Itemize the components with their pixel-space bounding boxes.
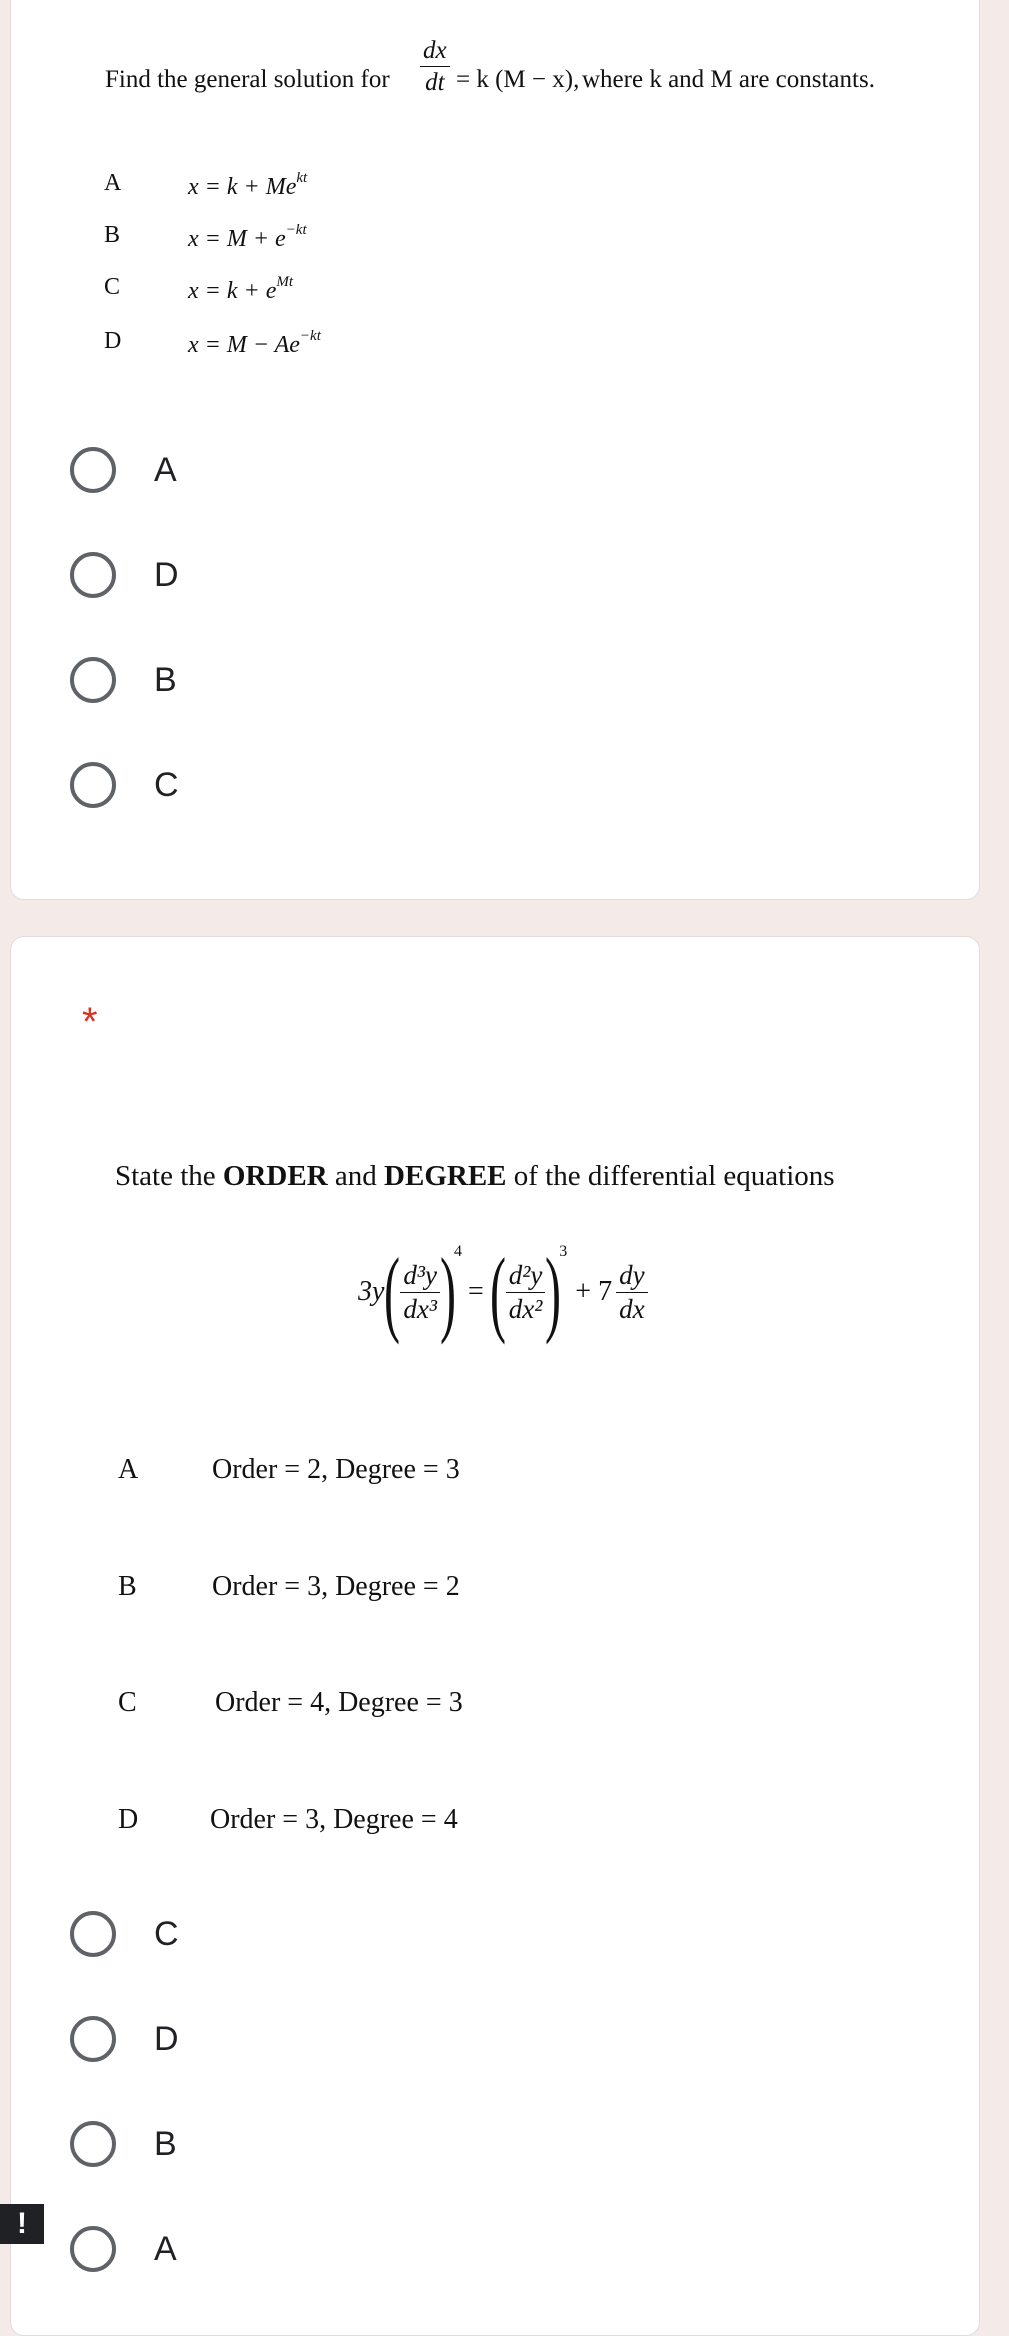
differential-equation: 3y ( $\frac{\text{d³y}}{\text{dx³}}$ ) 4 = ( $\frac{\text{d²y}}{\text{dx²}}$ ) 3 + 7 $\frac{dy}{dx}$ (358, 1242, 648, 1342)
error-icon[interactable]: ! (0, 2204, 44, 2244)
radio-circle-icon[interactable] (70, 2226, 116, 2272)
radio-circle-icon[interactable] (70, 447, 116, 493)
radio-circle-icon[interactable] (70, 762, 116, 808)
frac-numerator: dx (420, 38, 450, 67)
radio-label: A (154, 2229, 177, 2268)
question1-rhs: = k (M − x), (456, 66, 580, 93)
radio-label: A (154, 450, 177, 489)
choice-expr: $x = k + Me^{kt}$ (188, 170, 308, 200)
q2-radio-option-b[interactable] (70, 2116, 177, 2172)
choice-text: Order = 4, Degree = 3 (215, 1687, 463, 1718)
question1-suffix: where k and M are constants. (582, 66, 875, 93)
radio-label: C (154, 765, 179, 804)
radio-circle-icon[interactable] (70, 2016, 116, 2062)
radio-circle-icon[interactable] (70, 657, 116, 703)
choice-letter: A (118, 1454, 139, 1485)
q2-radio-option-d[interactable] (70, 2011, 179, 2067)
radio-label: B (154, 660, 177, 699)
q1-radio-option-a[interactable] (70, 442, 177, 498)
dxdt-fraction (420, 38, 450, 95)
question1-prefix: Find the general solution for (105, 66, 390, 93)
q2-radio-option-a[interactable] (70, 2221, 177, 2277)
radio-circle-icon[interactable] (70, 552, 116, 598)
radio-label: B (154, 2124, 177, 2163)
choice-letter: D (118, 1804, 139, 1835)
required-asterisk: * (82, 1000, 98, 1044)
frac-denominator: dt (425, 69, 445, 96)
q1-radio-option-c[interactable] (70, 757, 179, 813)
radio-circle-icon[interactable] (70, 2121, 116, 2167)
choice-text: Order = 2, Degree = 3 (212, 1454, 460, 1485)
q1-radio-option-d[interactable] (70, 547, 179, 603)
radio-circle-icon[interactable] (70, 1911, 116, 1957)
q2-radio-option-c[interactable] (70, 1906, 179, 1962)
choice-letter: D (104, 328, 122, 354)
q1-radio-option-b[interactable] (70, 652, 177, 708)
choice-letter: B (104, 222, 121, 248)
choice-letter: C (118, 1687, 137, 1718)
choice-letter: A (104, 170, 122, 196)
radio-label: C (154, 1914, 179, 1953)
choice-expr: $x = k + e^{Mt}$ (188, 274, 294, 304)
choice-text: Order = 3, Degree = 2 (212, 1571, 460, 1602)
radio-label: D (154, 2019, 179, 2058)
choice-letter: B (118, 1571, 137, 1602)
question2-title: State the ORDER and DEGREE of the differential equations (115, 1160, 835, 1192)
choice-expr: $x = M - Ae^{-kt}$ (188, 328, 321, 358)
radio-label: D (154, 555, 179, 594)
choice-text: Order = 3, Degree = 4 (210, 1804, 458, 1835)
choice-letter: C (104, 274, 121, 300)
choice-expr: $x = M + e^{-kt}$ (188, 222, 307, 252)
